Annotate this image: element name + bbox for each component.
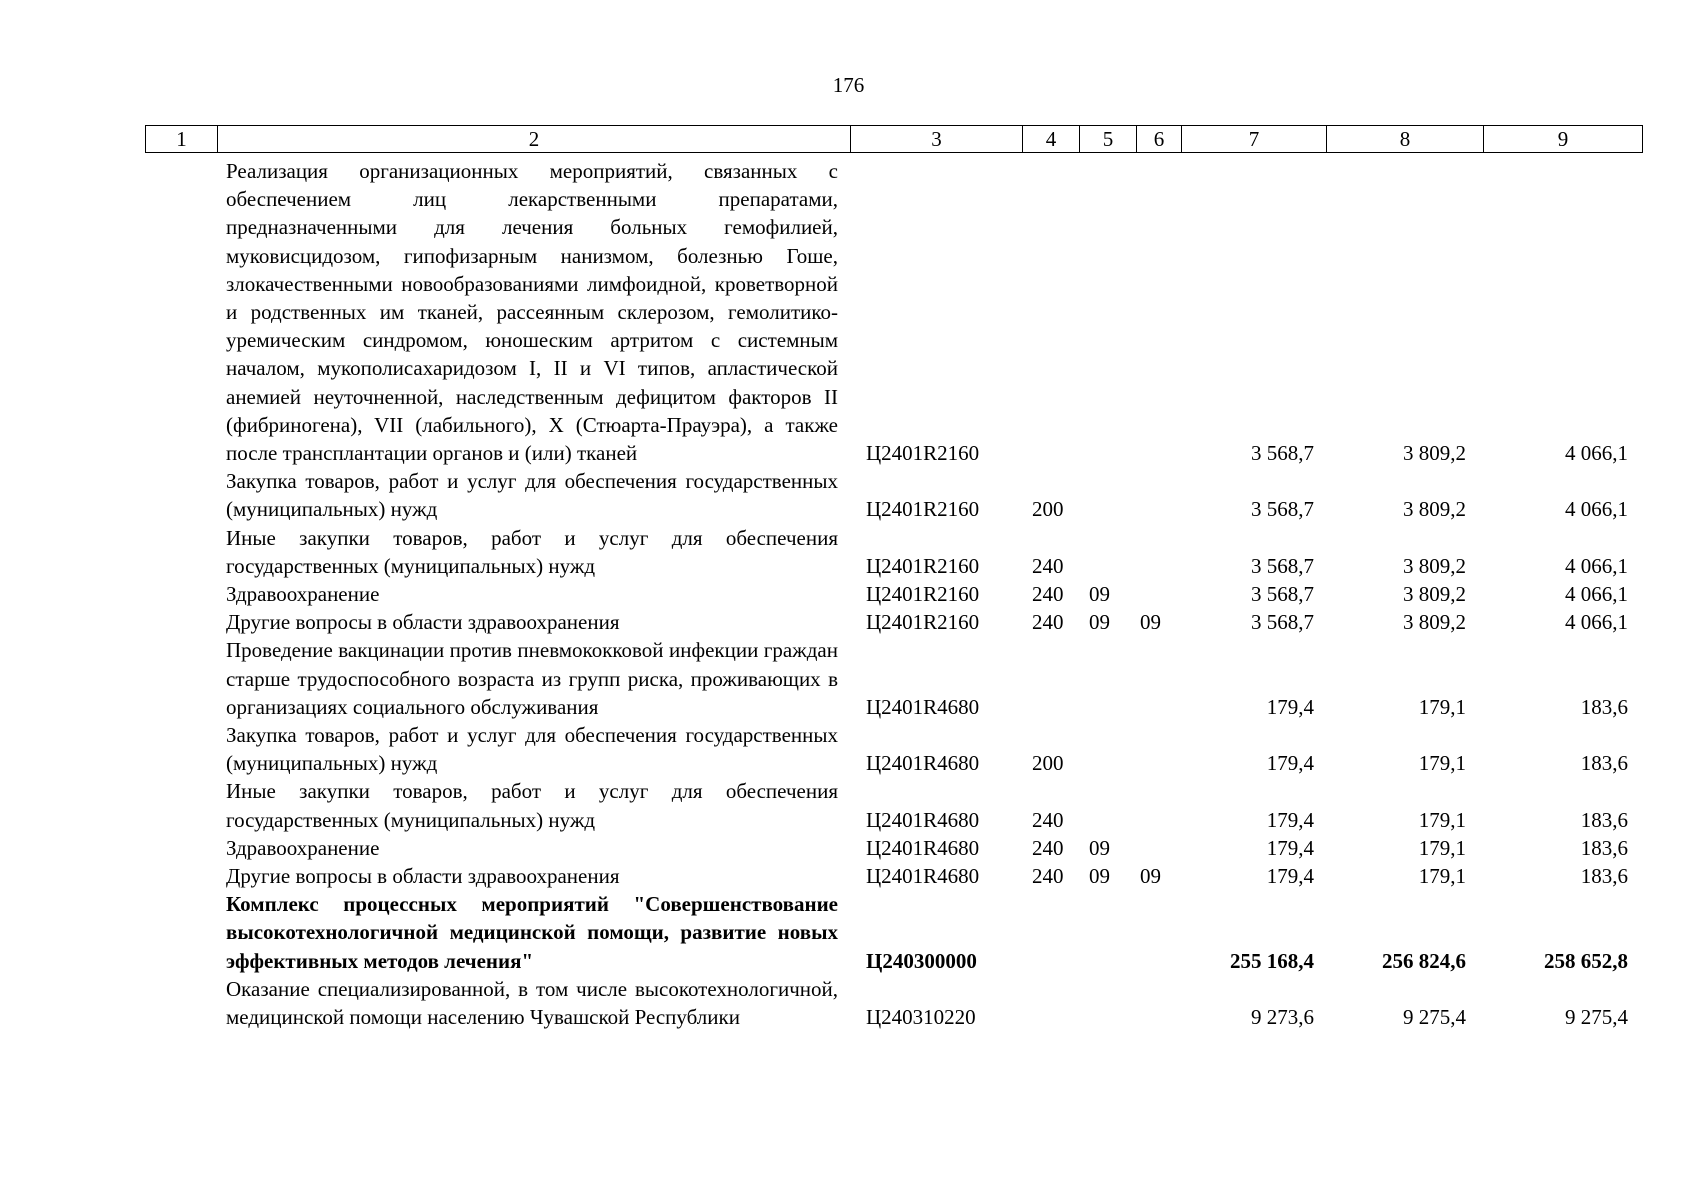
amount-year-2: 179,1 [1418,694,1466,719]
amount-year-1: 179,4 [1266,694,1314,719]
table-row [0,157,1697,467]
amount-year-2: 3 809,2 [1403,497,1466,522]
table-row [0,636,1697,721]
column-header-3: 3 [851,126,1023,153]
expense-type: 240 [1032,582,1064,607]
amount-year-3: 183,6 [1580,807,1628,832]
amount-year-1: 3 568,7 [1251,610,1314,635]
amount-year-2: 3 809,2 [1403,441,1466,466]
amount-year-3: 258 652,8 [1544,948,1628,973]
table-row [0,862,1697,890]
amount-year-3: 4 066,1 [1565,553,1628,578]
amount-year-1: 3 568,7 [1251,441,1314,466]
amount-year-2: 179,1 [1418,864,1466,889]
budget-code: Ц240310220 [866,1005,976,1030]
amount-year-3: 183,6 [1580,864,1628,889]
amount-year-1: 3 568,7 [1251,582,1314,607]
table-row [0,721,1697,777]
expense-type: 240 [1032,835,1064,860]
amount-year-1: 179,4 [1266,751,1314,776]
table-row [0,777,1697,833]
subsection: 09 [1140,864,1161,889]
row-description: Реализация организационных мероприятий, связанных с обеспечением лиц лекарственными препаратами, предназначенными для лечения больных гемофилией, муковисцидозом, гипофизарным нанизмом, болезнью Гоше, злокачественными новообразованиями лимфоидной, кроветворной и родственных им тканей, рассеянным склерозом, гемолитико-уремическим синдромом, юношеским артритом с системным началом, мукополисахаридозом I, II и VI типов, апластической анемией неуточненной, наследственным дефицитом факторов II (фибриногена), VII (лабильного), X (Стюарта-Прауэра), а также после трансплантации органов и (или) тканей [226,159,838,466]
budget-code: Ц2401R4680 [866,864,980,889]
column-header-4: 4 [1023,126,1080,153]
column-header-6: 6 [1137,126,1182,153]
amount-year-1: 179,4 [1266,835,1314,860]
budget-code: Ц2401R4680 [866,694,980,719]
table-row [0,524,1697,580]
expense-type: 240 [1032,553,1064,578]
section: 09 [1089,835,1110,860]
amount-year-3: 4 066,1 [1565,610,1628,635]
subsection: 09 [1140,610,1161,635]
budget-code: Ц2401R4680 [866,807,980,832]
amount-year-2: 3 809,2 [1403,582,1466,607]
amount-year-3: 4 066,1 [1565,441,1628,466]
column-header-row [146,126,1643,153]
page-number: 176 [832,73,865,97]
budget-code: Ц2401R2160 [866,553,980,578]
budget-code: Ц240300000 [866,948,977,973]
expense-type: 200 [1032,751,1064,776]
budget-code: Ц2401R2160 [866,610,980,635]
table-row [0,890,1697,975]
expense-type: 240 [1032,610,1064,635]
expense-type: 240 [1032,807,1064,832]
amount-year-1: 3 568,7 [1251,553,1314,578]
column-header-9: 9 [1484,126,1643,153]
budget-code: Ц2401R4680 [866,835,980,860]
amount-year-3: 183,6 [1580,835,1628,860]
row-description: Другие вопросы в области здравоохранения [226,864,620,889]
row-description: Здравоохранение [226,582,380,607]
amount-year-3: 183,6 [1580,751,1628,776]
amount-year-2: 3 809,2 [1403,610,1466,635]
amount-year-1: 255 168,4 [1230,948,1314,973]
row-description: Проведение вакцинации против пневмококковой инфекции граждан старше трудоспособного возраста из групп риска, проживающих в организациях социального обслуживания [226,638,838,719]
amount-year-1: 179,4 [1266,864,1314,889]
amount-year-3: 4 066,1 [1565,582,1628,607]
table-row [0,975,1697,1031]
amount-year-3: 9 275,4 [1565,1005,1628,1030]
row-description: Оказание специализированной, в том числе высокотехнологичной, медицинской помощи населению Чувашской Республики [226,976,838,1030]
amount-year-2: 256 824,6 [1382,948,1466,973]
budget-table-body [0,157,1697,1031]
amount-year-2: 3 809,2 [1403,553,1466,578]
amount-year-2: 179,1 [1418,835,1466,860]
amount-year-2: 179,1 [1418,751,1466,776]
amount-year-1: 9 273,6 [1251,1005,1314,1030]
table-row [0,608,1697,636]
table-row [0,467,1697,523]
amount-year-3: 4 066,1 [1565,497,1628,522]
budget-code: Ц2401R2160 [866,582,980,607]
column-header-table [145,125,1643,153]
section: 09 [1089,582,1110,607]
amount-year-2: 9 275,4 [1403,1005,1466,1030]
table-row [0,580,1697,608]
column-header-1: 1 [146,126,218,153]
row-description: Иные закупки товаров, работ и услуг для обеспечения государственных (муниципальных) нужд [226,525,838,578]
row-description: Здравоохранение [226,835,380,860]
expense-type: 200 [1032,497,1064,522]
column-header-8: 8 [1327,126,1484,153]
expense-type: 240 [1032,864,1064,889]
section: 09 [1089,610,1110,635]
budget-code: Ц2401R4680 [866,751,980,776]
row-description: Закупка товаров, работ и услуг для обеспечения государственных (муниципальных) нужд [226,723,838,776]
row-description: Другие вопросы в области здравоохранения [226,610,620,635]
section: 09 [1089,864,1110,889]
amount-year-2: 179,1 [1418,807,1466,832]
column-header-7: 7 [1182,126,1327,153]
column-header-5: 5 [1080,126,1137,153]
amount-year-1: 3 568,7 [1251,497,1314,522]
budget-code: Ц2401R2160 [866,441,980,466]
amount-year-1: 179,4 [1266,807,1314,832]
row-description: Закупка товаров, работ и услуг для обеспечения государственных (муниципальных) нужд [226,469,838,522]
table-row [0,834,1697,862]
row-description: Иные закупки товаров, работ и услуг для обеспечения государственных (муниципальных) нужд [226,779,838,832]
row-description: Комплекс процессных мероприятий "Совершенствование высокотехнологичной медицинской помощи, развитие новых эффективных методов лечения" [226,892,838,973]
budget-code: Ц2401R2160 [866,497,980,522]
amount-year-3: 183,6 [1580,694,1628,719]
column-header-2: 2 [218,126,851,153]
